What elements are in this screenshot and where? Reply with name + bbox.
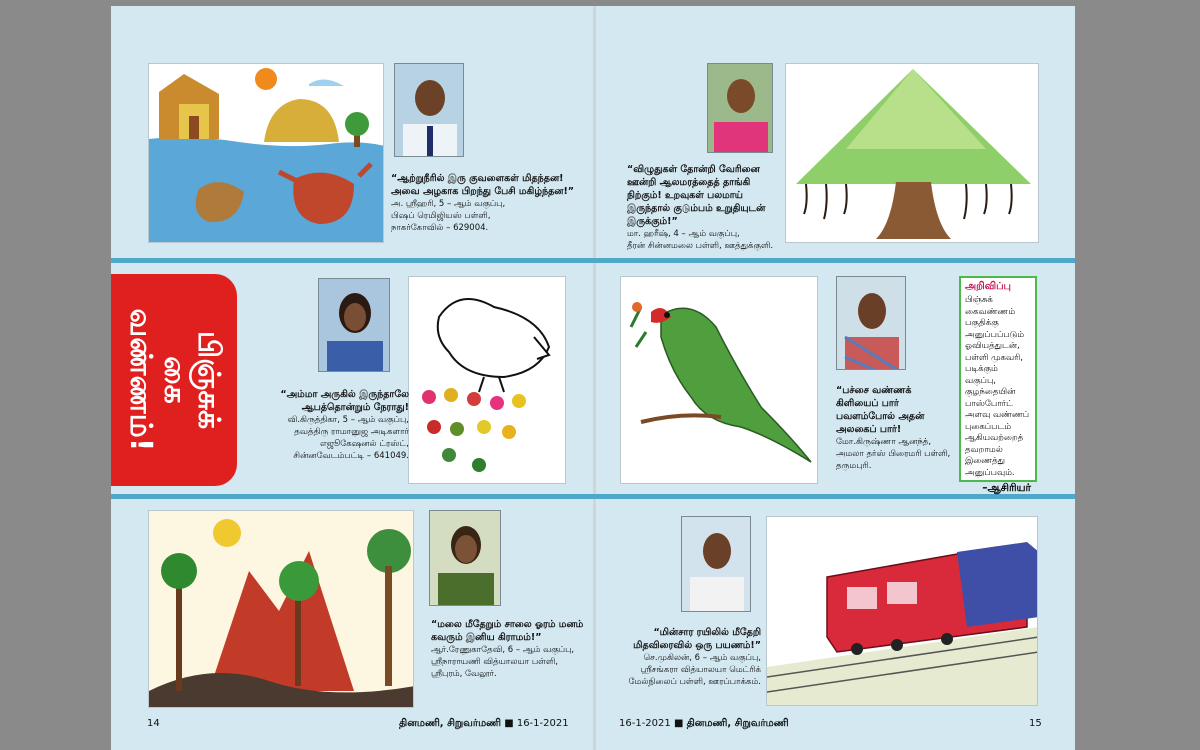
drawing-green-parrot bbox=[620, 276, 818, 484]
caption-quote: “மின்சார ரயிலில் மீதேறி மிதவிரைவில் ஒரு பயணம்!” bbox=[633, 627, 761, 651]
magazine-spread bbox=[111, 6, 1075, 750]
drawing-river-pots bbox=[148, 63, 384, 243]
student-place: ஸ்ரீபுரம், வேலூர். bbox=[431, 669, 497, 679]
publication-name: தினமணி, சிறுவர்மணி bbox=[686, 718, 789, 729]
divider-band-top bbox=[111, 258, 1075, 263]
caption-6 bbox=[626, 626, 761, 688]
caption-1 bbox=[391, 172, 581, 234]
notice-signature: –ஆசிரியர் bbox=[982, 482, 1031, 494]
student-name: மா. ஹரீஷ், 4 – ஆம் வகுப்பு, bbox=[627, 229, 740, 239]
page-fold bbox=[593, 6, 596, 750]
student-school: ஸ்ரீநாராயணி வித்யாலயா பள்ளி, bbox=[431, 657, 558, 667]
student-name: வி.கிருத்திகா, 5 – ஆம் வகுப்பு, bbox=[287, 415, 409, 425]
title-line: பிஞ்சுக் bbox=[191, 330, 226, 430]
student-name: மோ.கிருஷ்ணா ஆனந்த், bbox=[836, 437, 932, 447]
notice-title: அறிவிப்பு bbox=[965, 281, 1011, 292]
section-title bbox=[123, 309, 225, 452]
drawing-hen-chicks bbox=[408, 276, 566, 484]
student-photo bbox=[394, 63, 464, 157]
student-photo bbox=[836, 276, 906, 370]
footer-right bbox=[619, 718, 789, 730]
footer-separator: ■ bbox=[673, 718, 684, 729]
caption-quote: “ஆற்றுநீரில் இரு குவளைகள் மிதந்தன! அவை அழகாக பிறந்து பேசி மகிழ்ந்தன!” bbox=[391, 173, 575, 197]
drawing-mountain-village bbox=[148, 510, 414, 708]
caption-quote: “விழுதுகள் தோன்றி வேரினை ஊன்றி ஆலமரத்தைத் தாங்கி நிற்கும்! உறவுகள் பலமாய் இருந்தால் குடும்பம் உறுதியுடன் இருக்கும்!” bbox=[627, 164, 766, 227]
student-school: அமலா தர்ஸ் பிரைமரி பள்ளி, bbox=[836, 449, 951, 459]
page-number-left: 14 bbox=[147, 718, 160, 729]
caption-4 bbox=[836, 384, 954, 472]
student-place: சின்னவேடம்பட்டி – 641049. bbox=[293, 451, 409, 461]
caption-quote: “மலை மீதேறும் சாலை ஓரம் மனம் கவரும் இனிய கிராமம்!” bbox=[431, 619, 584, 643]
drawing-electric-train bbox=[766, 516, 1038, 706]
caption-quote: “பச்சை வண்ணக் கிளியைப் பார் பவளம்போல் அதன் அலகைப் பார்! bbox=[836, 385, 925, 435]
student-photo bbox=[707, 63, 773, 153]
section-title-banner bbox=[111, 274, 237, 486]
issue-date: 16-1-2021 bbox=[619, 718, 671, 729]
student-place: தருமபுரி. bbox=[836, 461, 872, 471]
caption-5 bbox=[431, 618, 591, 680]
page-number-right: 15 bbox=[1029, 718, 1042, 729]
caption-quote: “அம்மா அருகில் இருந்தாலே ஆபத்தொன்றும் நேராது! bbox=[280, 389, 409, 413]
caption-2 bbox=[627, 163, 777, 252]
student-school: ஸ்ரீசங்கரா வித்யாலயா மெட்ரிக் மேல்நிலைப் பள்ளி, ஊரப்பாக்கம். bbox=[628, 665, 761, 687]
footer-left bbox=[399, 718, 569, 730]
caption-3 bbox=[273, 388, 409, 462]
student-school: தீரன் சின்னமலை பள்ளி, ஊத்துக்குளி. bbox=[627, 241, 774, 251]
student-place: நாகர்கோவில் – 629004. bbox=[391, 223, 489, 233]
publication-name: தினமணி, சிறுவர்மணி bbox=[399, 718, 501, 729]
student-name: செ.முகிலன், 6 – ஆம் வகுப்பு, bbox=[643, 653, 761, 663]
student-photo bbox=[429, 510, 501, 606]
title-line: கை bbox=[157, 356, 192, 404]
notice-body: பிஞ்சுக் கைவண்ணம் பகுதிக்கு அனுப்பப்படும் ஓவியத்துடன், பள்ளி முகவரி, படிக்கும் வகுப்பு, குழந்தையின் பாஸ்போர்ட் அளவு வண்ணப் புகைப்படம் ஆகியவற்றைத் தவறாமல் இணைத்து அனுப்பவும். bbox=[965, 295, 1030, 478]
student-photo bbox=[681, 516, 751, 612]
notice-box bbox=[959, 276, 1037, 494]
footer-separator: ■ bbox=[504, 718, 514, 729]
title-line: வண்ணம்! bbox=[123, 308, 158, 452]
drawing-banyan-tree bbox=[785, 63, 1039, 243]
divider-band-bottom bbox=[111, 494, 1075, 499]
student-name: அ. ஸ்ரீஹரி, 5 – ஆம் வகுப்பு, bbox=[391, 199, 506, 209]
issue-date: 16-1-2021 bbox=[516, 718, 569, 729]
student-name: ஆர்.ரேணுகாதேவி, 6 – ஆம் வகுப்பு, bbox=[431, 645, 575, 655]
student-school: தவத்திரு ராமானுஜ அடிகளார் எஜூகேஷனல் ட்ரஸ்ட், bbox=[294, 427, 409, 449]
student-school: பிஷப் ரெமிஜியஸ் பள்ளி, bbox=[391, 211, 491, 221]
student-photo bbox=[318, 278, 390, 372]
